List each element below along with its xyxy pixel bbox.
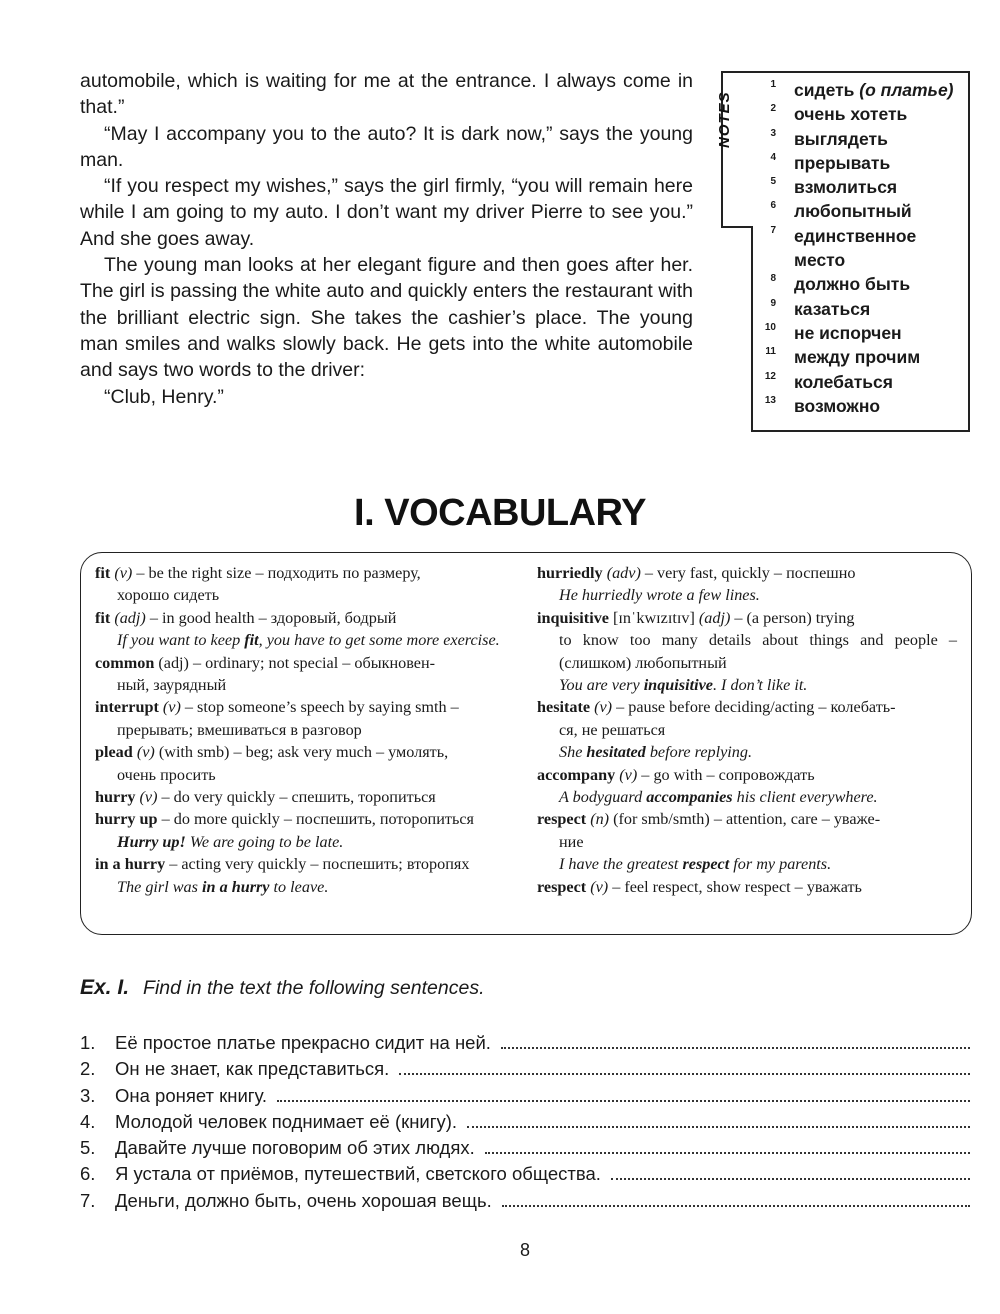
- story-text: [80, 68, 693, 410]
- definition: (with smb) – beg; ask very much – умолять,: [154, 743, 449, 762]
- definition: – acting very quickly – поспешить; второпях: [165, 855, 470, 874]
- answer-line[interactable]: [467, 1109, 970, 1128]
- headword: accompany: [537, 765, 616, 784]
- note-text: казаться: [794, 298, 871, 319]
- definition-continued: ся, не решаться: [559, 720, 666, 739]
- vocab-entry-in-a-hurry: [95, 853, 517, 898]
- definition: – in good health – здоровый, бодрый: [145, 608, 397, 627]
- example-sentence: If you want to keep fit, you have to get some more exercise.: [117, 631, 500, 650]
- note-number: 13: [764, 394, 776, 406]
- note-item: [760, 372, 960, 396]
- vocab-entry-respect-v: [537, 876, 957, 898]
- note-item: [760, 299, 960, 323]
- item-number: 3.: [80, 1084, 96, 1106]
- definition-continued: очень просить: [117, 765, 216, 784]
- exercise-instruction: Find in the text the following sentences.: [143, 977, 485, 999]
- answer-line[interactable]: [502, 1188, 970, 1207]
- note-number: 9: [770, 297, 776, 309]
- note-item: [760, 153, 960, 177]
- definition: – (a person) trying: [730, 608, 855, 627]
- story-paragraph: “Club, Henry.”: [104, 385, 224, 408]
- vocab-entry-fit-v: [95, 562, 517, 607]
- definition: – ordinary; not special – обыкновен-: [188, 653, 435, 672]
- definition-continued: ный, заурядный: [117, 676, 227, 695]
- note-text: взмолиться: [794, 177, 898, 198]
- definition-continued: ние: [559, 832, 584, 851]
- note-number: 10: [764, 321, 776, 333]
- note-number: 4: [770, 151, 776, 163]
- vocab-entry-hesitate: [537, 696, 957, 763]
- exercise-item: [80, 1161, 970, 1187]
- story-paragraph: automobile, which is waiting for me at the entrance. I always come in that.”: [80, 70, 693, 119]
- story-paragraph: “May I accompany you to the auto? It is dark now,” says the young man.: [80, 122, 693, 171]
- note-item: [760, 226, 960, 250]
- note-item: [760, 347, 960, 371]
- item-number: 2.: [80, 1058, 96, 1080]
- note-number: 8: [770, 273, 776, 285]
- item-text: Деньги, должно быть, очень хорошая вещь.: [115, 1189, 492, 1211]
- part-of-speech: (adj): [154, 653, 189, 672]
- note-number: 2: [770, 103, 776, 115]
- note-text: сидеть (о платье): [794, 80, 954, 100]
- item-number: 7.: [80, 1189, 96, 1211]
- headword: common: [95, 653, 155, 672]
- vocab-entry-hurry-up: [95, 808, 517, 853]
- vocabulary-heading: I. VOCABULARY: [354, 492, 646, 534]
- answer-line[interactable]: [501, 1030, 970, 1049]
- note-number: 5: [770, 176, 776, 188]
- note-number: 3: [770, 127, 776, 139]
- example-sentence: I have the greatest respect for my parents.: [559, 855, 832, 874]
- headword: respect: [537, 877, 587, 896]
- item-text: Давайте лучше поговорим об этих людях.: [115, 1137, 475, 1159]
- exercise-item: [80, 1056, 970, 1082]
- vocab-entry-hurriedly: [537, 562, 957, 607]
- example-sentence: He hurriedly wrote a few lines.: [559, 586, 760, 605]
- note-text: очень хотеть: [794, 104, 908, 125]
- vocab-entry-respect-n: [537, 808, 957, 875]
- vocabulary-left-column: [95, 562, 517, 898]
- headword: plead: [95, 743, 133, 762]
- note-item: [760, 274, 960, 298]
- vocab-entry-plead: [95, 741, 517, 786]
- part-of-speech: (v): [590, 698, 613, 717]
- vocabulary-right-column: [537, 562, 957, 898]
- exercise-header: [80, 976, 484, 1000]
- definition: – go with – сопровождать: [637, 765, 815, 784]
- headword: hurry up: [95, 810, 158, 829]
- example-sentence: A bodyguard accompanies his client everywhere.: [559, 788, 878, 807]
- note-item: [760, 396, 960, 420]
- story-paragraph: The young man looks at her elegant figure and then goes after her. The girl is passing the white auto and quickly enters the restaurant with the brilliant electric sign. She takes the cashier’s place. The young man smiles and walks slowly back. He gets into the white automobile and says two words to the driver:: [80, 254, 693, 382]
- exercise-item: [80, 1109, 970, 1135]
- notes-list: [760, 80, 960, 420]
- definition-continued: to know too many details about things and people – (слишком) любопытный: [559, 631, 957, 672]
- example-sentence: She hesitated before replying.: [559, 743, 753, 762]
- notes-title: NOTES: [716, 91, 733, 148]
- example-sentence: You are very inquisitive. I don’t like it.: [559, 676, 808, 695]
- definition: (for smb/smth) – attention, care – уваже-: [609, 810, 881, 829]
- exercise-item: [80, 1083, 970, 1109]
- note-text: возможно: [794, 395, 881, 416]
- part-of-speech: (v): [158, 698, 181, 717]
- note-item: [760, 250, 960, 274]
- vocab-entry-common: [95, 652, 517, 697]
- item-text: Она роняет книгу.: [115, 1084, 268, 1106]
- headword: in a hurry: [95, 855, 166, 874]
- headword: fit: [95, 608, 111, 627]
- story-paragraph: “If you respect my wishes,” says the girl firmly, “you will remain here while I am going to my auto. I don’t want my driver Pierre to see you.” And she goes away.: [80, 175, 693, 250]
- note-number: 7: [770, 224, 776, 236]
- headword: hesitate: [537, 698, 591, 717]
- note-number: 1: [770, 79, 776, 90]
- exercise-item: [80, 1188, 970, 1214]
- note-number: 11: [765, 346, 776, 358]
- definition: – feel respect, show respect – уважать: [608, 877, 862, 896]
- note-text: должно быть: [794, 274, 911, 295]
- answer-line[interactable]: [399, 1056, 970, 1075]
- part-of-speech: (v): [586, 877, 609, 896]
- definition-continued: прерывать; вмешиваться в разговор: [117, 720, 362, 739]
- note-item: [760, 80, 960, 104]
- note-text: прерывать: [794, 152, 891, 173]
- item-number: 5.: [80, 1137, 96, 1159]
- note-item: [760, 323, 960, 347]
- exercise-item: [80, 1135, 970, 1161]
- definition: – pause before deciding/acting – колебать-: [612, 698, 896, 717]
- part-of-speech: (v): [110, 564, 133, 582]
- note-text: не испорчен: [794, 322, 902, 343]
- exercise-item: [80, 1030, 970, 1056]
- note-text: выглядеть: [794, 128, 888, 149]
- note-item: [760, 104, 960, 128]
- example-sentence: Hurry up! We are going to be late.: [117, 832, 344, 851]
- definition-continued: хорошо сидеть: [117, 586, 220, 605]
- part-of-speech: (v): [132, 743, 155, 762]
- note-text: место: [794, 250, 846, 271]
- part-of-speech: (adj): [110, 608, 146, 627]
- item-text: Он не знает, как представиться.: [115, 1058, 390, 1080]
- item-text: Я устала от приёмов, путешествий, светского общества.: [115, 1163, 601, 1185]
- part-of-speech: (n): [586, 810, 610, 829]
- vocab-entry-interrupt: [95, 696, 517, 741]
- note-text: любопытный: [794, 201, 912, 222]
- definition: – be the right size – подходить по размеру,: [132, 564, 421, 582]
- note-number: 6: [770, 200, 776, 212]
- part-of-speech: (v): [615, 765, 638, 784]
- definition: – stop someone’s speech by saying smth –: [180, 698, 459, 717]
- item-number: 1.: [80, 1032, 96, 1053]
- headword: respect: [537, 810, 587, 829]
- note-item: [760, 177, 960, 201]
- note-text: колебаться: [794, 371, 893, 392]
- headword: hurry: [95, 788, 136, 807]
- item-number: 4.: [80, 1110, 96, 1132]
- vocab-entry-fit-adj: [95, 607, 517, 652]
- exercise-label: Ex. I.: [80, 976, 130, 999]
- definition: – do very quickly – спешить, торопиться: [157, 788, 436, 807]
- vocab-entry-inquisitive: [537, 607, 957, 697]
- vocab-entry-hurry: [95, 786, 517, 808]
- headword: inquisitive: [537, 608, 609, 627]
- part-of-speech: (adv): [602, 564, 641, 582]
- item-text: Её простое платье прекрасно сидит на ней.: [115, 1032, 491, 1053]
- phonetic: [ɪnˈkwɪzɪtɪv]: [608, 608, 695, 627]
- example-sentence: The girl was in a hurry to leave.: [117, 877, 329, 896]
- note-text: единственное: [794, 225, 917, 246]
- item-text: Молодой человек поднимает её (книгу).: [115, 1110, 458, 1132]
- definition: – do more quickly – поспешить, поторопиться: [157, 810, 474, 829]
- headword: hurriedly: [537, 564, 603, 582]
- note-number: 12: [764, 370, 776, 382]
- page-number: 8: [519, 1240, 530, 1260]
- exercise-list: [80, 1030, 970, 1214]
- item-number: 6.: [80, 1163, 96, 1185]
- part-of-speech: (adj): [694, 608, 731, 627]
- part-of-speech: (v): [135, 788, 158, 807]
- answer-line[interactable]: [485, 1135, 970, 1154]
- note-item: [760, 201, 960, 225]
- headword: interrupt: [95, 698, 159, 717]
- definition: – very fast, quickly – поспешно: [640, 564, 856, 582]
- note-text: между прочим: [794, 347, 921, 368]
- answer-line[interactable]: [277, 1083, 970, 1102]
- note-item: [760, 129, 960, 153]
- vocab-entry-accompany: [537, 764, 957, 809]
- headword: fit: [95, 564, 111, 582]
- answer-line[interactable]: [611, 1161, 970, 1180]
